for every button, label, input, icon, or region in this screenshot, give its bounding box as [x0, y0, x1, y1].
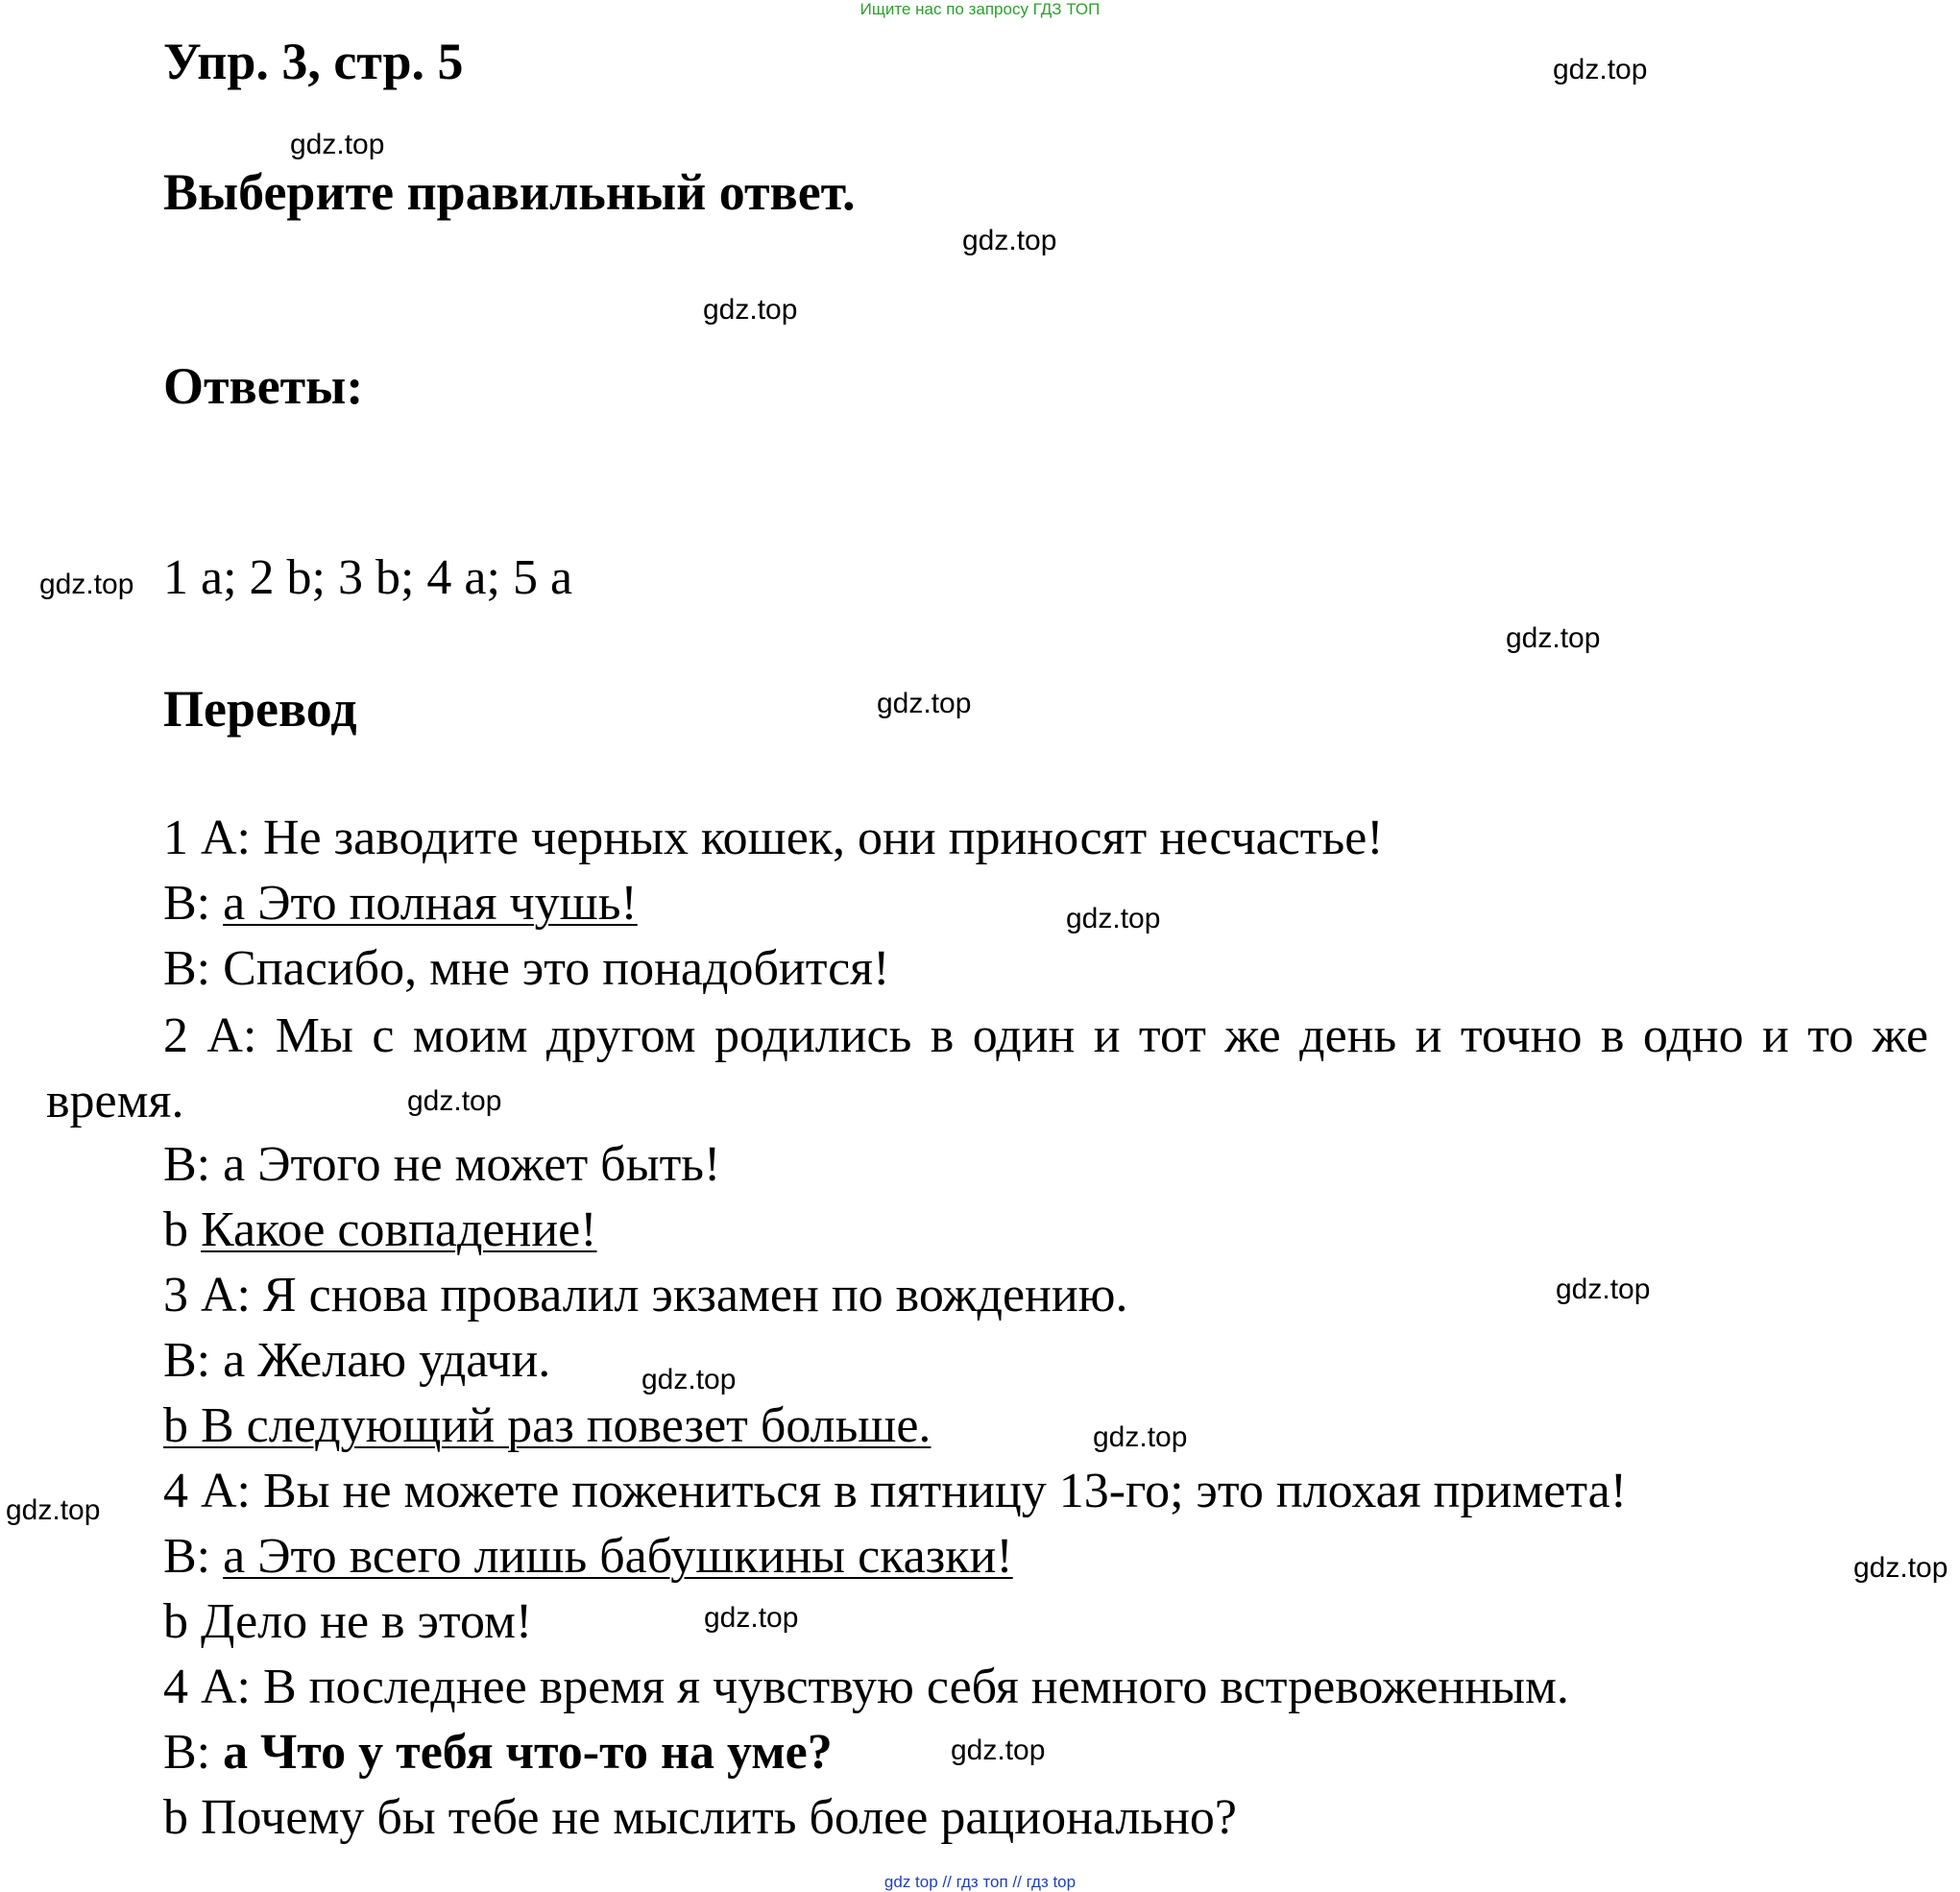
- watermark: gdz.top: [1556, 1273, 1651, 1305]
- watermark: gdz.top: [962, 225, 1057, 256]
- translation-heading: Перевод: [163, 680, 357, 738]
- dialogue-line-13: 4 А: В последнее время я чувствую себя немного встревоженным.: [163, 1660, 1569, 1714]
- watermark: gdz.top: [877, 688, 972, 719]
- watermark: gdz.top: [704, 1602, 799, 1634]
- answers-heading: Ответы:: [163, 357, 364, 415]
- watermark: gdz.top: [1853, 1552, 1948, 1584]
- dialogue-speaker: В:: [163, 1529, 224, 1584]
- dialogue-speaker: В:: [163, 876, 224, 931]
- top-banner: Ищите нас по запросу ГДЗ ТОП: [859, 0, 1101, 18]
- watermark: gdz.top: [1066, 903, 1161, 934]
- dialogue-line-2: [163, 873, 638, 934]
- dialogue-line-3: В: Спасибо, мне это понадобится!: [163, 941, 890, 996]
- dialogue-option: b: [163, 1202, 201, 1257]
- dialogue-line-12: b Дело не в этом!: [163, 1594, 533, 1649]
- correct-answer: а Что у тебя что-то на уме?: [223, 1725, 833, 1780]
- watermark: gdz.top: [1093, 1421, 1188, 1453]
- watermark: gdz.top: [951, 1734, 1046, 1766]
- watermark: gdz.top: [703, 294, 798, 326]
- correct-answer: Какое совпадение!: [201, 1202, 597, 1257]
- dialogue-line-8: В: а Желаю удачи.: [163, 1333, 551, 1388]
- dialogue-speaker: В:: [163, 1725, 224, 1780]
- exercise-title: Упр. 3, стр. 5: [163, 33, 464, 90]
- watermark: gdz.top: [39, 569, 134, 600]
- task-instruction: Выберите правильный ответ.: [163, 163, 856, 221]
- dialogue-line-1: 1 А: Не заводите черных кошек, они приносят несчастье!: [163, 811, 1384, 865]
- watermark: gdz.top: [641, 1364, 737, 1395]
- dialogue-line-7: 3 А: Я снова провалил экзамен по вождению.: [163, 1268, 1128, 1322]
- bottom-footer: gdz top // гдз топ // гдз top: [883, 1873, 1077, 1891]
- watermark: gdz.top: [407, 1085, 502, 1117]
- watermark: gdz.top: [1553, 54, 1648, 85]
- answers-text: 1 a; 2 b; 3 b; 4 a; 5 a: [163, 550, 573, 605]
- dialogue-line-4: 2 А: Мы с моим другом родились в один и тот же день и точно в одно и то же время.: [46, 1008, 1928, 1128]
- watermark: gdz.top: [290, 129, 385, 160]
- dialogue-line-6: [163, 1200, 597, 1261]
- dialogue-line-11: [163, 1526, 1013, 1588]
- watermark: gdz.top: [1506, 622, 1601, 654]
- dialogue-line-15: b Почему бы тебе не мыслить более рационально?: [163, 1790, 1237, 1845]
- correct-answer: а Это всего лишь бабушкины сказки!: [223, 1529, 1013, 1584]
- dialogue-line-9: b В следующий раз повезет больше.: [163, 1398, 932, 1453]
- dialogue-line-14: [163, 1722, 833, 1783]
- dialogue-line-5: В: а Этого не может быть!: [163, 1137, 721, 1192]
- dialogue-line-10: 4 А: Вы не можете пожениться в пятницу 13-го; это плохая примета!: [163, 1464, 1628, 1518]
- watermark: gdz.top: [6, 1494, 101, 1526]
- correct-answer: а Это полная чушь!: [223, 876, 638, 931]
